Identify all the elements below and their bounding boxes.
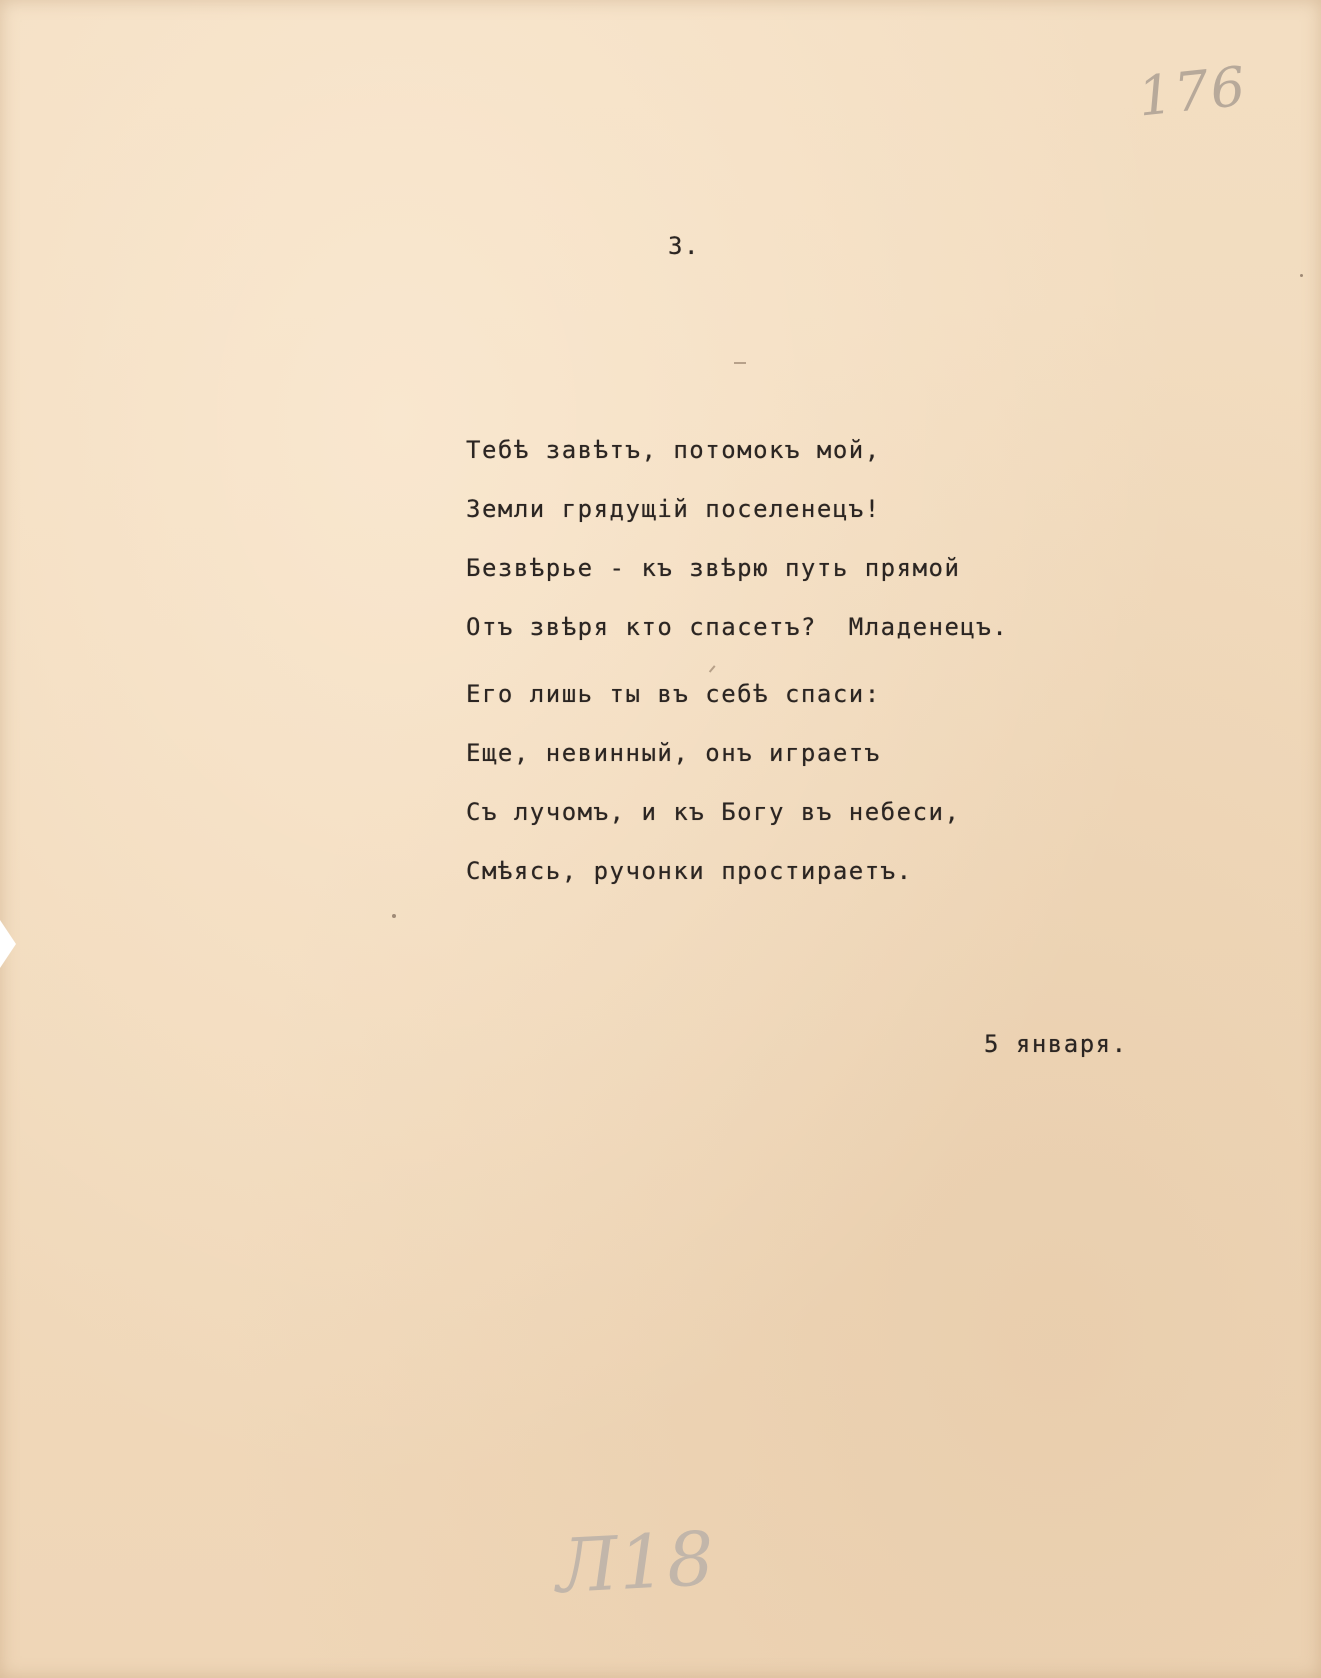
archive-number: Л18 — [553, 1515, 718, 1611]
verse-line: Его лишь ты въ себѣ спаси: — [466, 680, 881, 708]
stanza-2 — [466, 680, 960, 916]
verse-line: Смѣясь, ручонки простираетъ. — [466, 857, 913, 885]
folio-number: 176 — [1135, 54, 1251, 129]
verse-line: Земли грядущій поселенецъ! — [466, 495, 881, 523]
section-number: 3. — [668, 232, 700, 260]
verse-line: Безвѣрье - къ звѣрю путь прямой — [466, 554, 961, 582]
paper-speck — [392, 914, 396, 918]
verse-line: Тебѣ завѣтъ, потомокъ мой, — [466, 436, 881, 464]
verse-line: Отъ звѣря кто спасетъ? Младенецъ. — [466, 613, 1009, 641]
paper-speck — [1300, 274, 1303, 277]
verse-line: Съ лучомъ, и къ Богу въ небеси, — [466, 798, 961, 826]
date-line: 5 января. — [984, 1030, 1128, 1058]
stanza-1 — [466, 436, 1008, 672]
paper-mark — [734, 362, 746, 364]
torn-edge — [0, 920, 16, 968]
verse-line: Еще, невинный, онъ играетъ — [466, 739, 881, 767]
